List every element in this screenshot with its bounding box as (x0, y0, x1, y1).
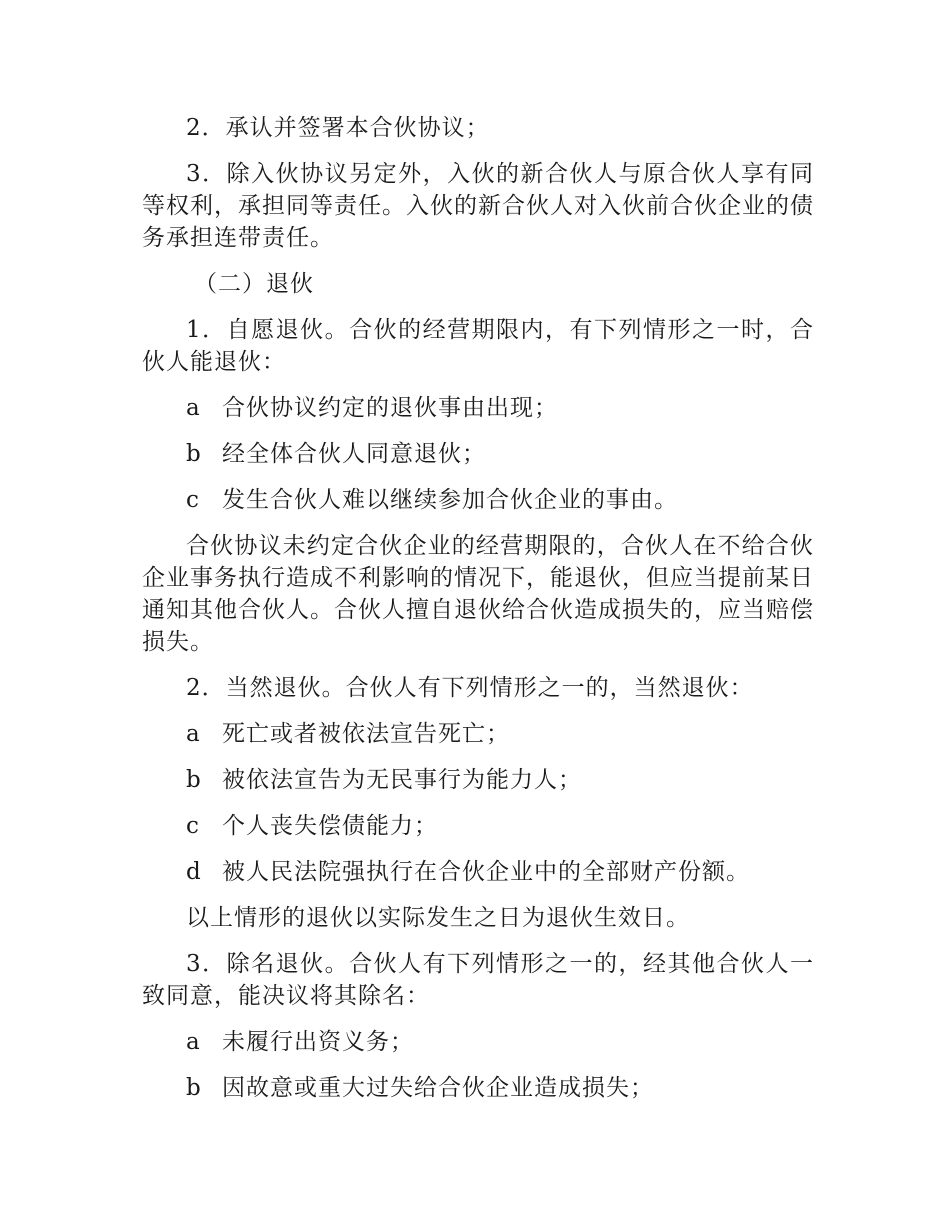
list-item-marker: b (186, 767, 202, 793)
list-item-text: 经全体合伙人同意退伙； (222, 441, 486, 467)
list-item-text: 未履行出资义务； (222, 1029, 414, 1055)
list-item-marker: d (186, 859, 202, 885)
list-item (142, 484, 814, 516)
paragraph-no-term-withdrawal: 合伙协议未约定合伙企业的经营期限的，合伙人在不给合伙企业事务执行造成不利影响的情况下，能退伙，但应当提前某日通知其他合伙人。合伙人擅自退伙给合伙造成损失的，应当赔偿损失。 (142, 533, 814, 655)
list-item (142, 810, 814, 842)
list-item (142, 1026, 814, 1058)
section-heading-withdrawal: （二）退伙 (194, 271, 314, 297)
list-item-marker: a (186, 721, 201, 747)
paragraph-effective-date: 以上情形的退伙以实际发生之日为退伙生效日。 (186, 905, 690, 931)
list-item (142, 392, 814, 424)
list-item-text: 被人民法院强执行在合伙企业中的全部财产份额。 (222, 859, 750, 885)
paragraph-automatic-withdrawal: 2．当然退伙。合伙人有下列情形之一的，当然退伙： (186, 675, 754, 701)
list-item (142, 856, 814, 888)
list-item-text: 发生合伙人难以继续参加合伙企业的事由。 (222, 487, 678, 513)
list-item (142, 718, 814, 750)
list-item-text: 合伙协议约定的退伙事由出现； (222, 395, 558, 421)
list-item-text: 被依法宣告为无民事行为能力人； (222, 767, 582, 793)
list-item-marker: c (186, 487, 200, 513)
list-item-marker: a (186, 395, 201, 421)
paragraph-new-partner-rights: 3．除入伙协议另定外，入伙的新合伙人与原合伙人享有同等权利，承担同等责任。入伙的新合伙人对入伙前合伙企业的债务承担连带责任。 (142, 161, 814, 251)
list-item-marker: c (186, 813, 200, 839)
paragraph-sign-agreement: 2．承认并签署本合伙协议； (186, 115, 490, 141)
paragraph-voluntary-withdrawal: 1．自愿退伙。合伙的经营期限内，有下列情形之一时，合伙人能退伙： (142, 317, 814, 375)
list-item-marker: b (186, 441, 202, 467)
list-item-text: 因故意或重大过失给合伙企业造成损失； (222, 1075, 654, 1101)
list-item-marker: a (186, 1029, 201, 1055)
list-item (142, 438, 814, 470)
list-item-text: 个人丧失偿债能力； (222, 813, 438, 839)
document-page (142, 112, 814, 1118)
paragraph-expulsion: 3．除名退伙。合伙人有下列情形之一的，经其他合伙人一致同意，能决议将其除名： (142, 951, 814, 1009)
list-item-marker: b (186, 1075, 202, 1101)
list-item (142, 1072, 814, 1104)
list-item (142, 764, 814, 796)
list-item-text: 死亡或者被依法宣告死亡； (222, 721, 510, 747)
